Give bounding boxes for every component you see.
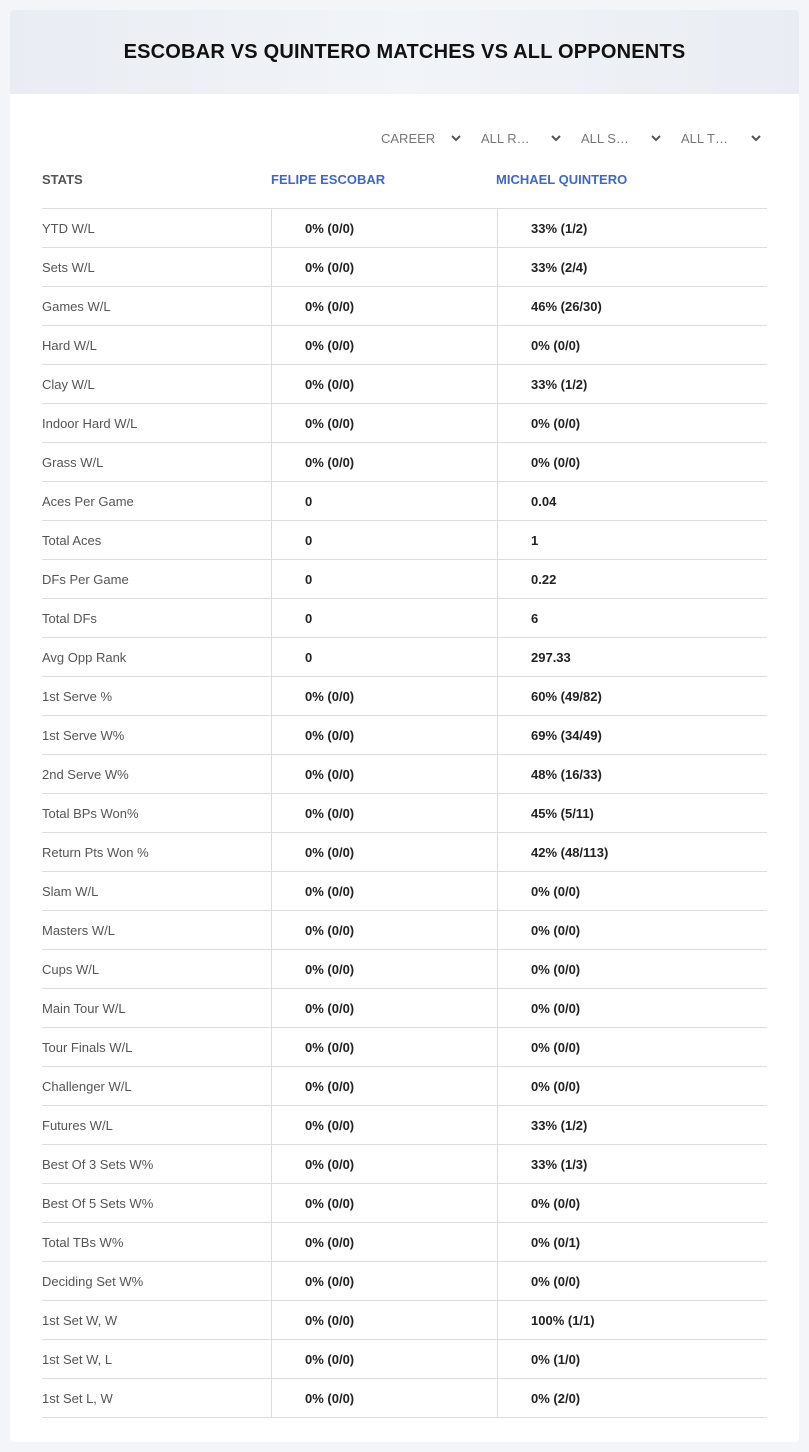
stat-label: Grass W/L (42, 454, 104, 470)
stat-label: Challenger W/L (42, 1078, 132, 1094)
chevron-down-icon (549, 131, 563, 145)
table-row (42, 1145, 767, 1184)
stat-label: Avg Opp Rank (42, 649, 127, 665)
table-row (42, 1379, 767, 1418)
player1-value: 0% (0/0) (271, 794, 497, 832)
player2-value: 42% (48/113) (497, 833, 723, 871)
player2-value: 0% (0/0) (497, 326, 723, 364)
player1-value: 0% (0/0) (271, 833, 497, 871)
player2-value: 0% (0/0) (497, 911, 723, 949)
player1-value: 0% (0/0) (271, 911, 497, 949)
player1-value: 0% (0/0) (271, 872, 497, 910)
stat-label: Best Of 5 Sets W% (42, 1195, 154, 1211)
stat-label: YTD W/L (42, 220, 95, 236)
table-row (42, 872, 767, 911)
player1-value: 0% (0/0) (271, 1028, 497, 1066)
player2-value: 0.22 (497, 560, 723, 598)
player2-value: 1 (497, 521, 723, 559)
player2-value: 6 (497, 599, 723, 637)
table-row (42, 443, 767, 482)
stat-label: Masters W/L (42, 922, 115, 938)
table-row (42, 1262, 767, 1301)
table-row (42, 482, 767, 521)
table-row (42, 833, 767, 872)
player1-value: 0% (0/0) (271, 1184, 497, 1222)
player1-value: 0 (271, 638, 497, 676)
filter-surface-label: ALL S… (581, 130, 629, 146)
filter-bar (367, 128, 767, 148)
stat-label: Tour Finals W/L (42, 1039, 133, 1055)
stat-label: Sets W/L (42, 259, 95, 275)
player2-value: 0% (0/0) (497, 1067, 723, 1105)
player2-value: 0% (0/0) (497, 872, 723, 910)
table-row (42, 1028, 767, 1067)
player2-value: 0% (0/0) (497, 404, 723, 442)
stat-label: 2nd Serve W% (42, 766, 129, 782)
page-title: ESCOBAR VS QUINTERO MATCHES VS ALL OPPONENTS (123, 40, 686, 63)
player2-value: 100% (1/1) (497, 1301, 723, 1339)
table-row (42, 287, 767, 326)
player1-value: 0 (271, 599, 497, 637)
stat-label: 1st Set L, W (42, 1390, 113, 1406)
table-row (42, 365, 767, 404)
stat-label: Aces Per Game (42, 493, 134, 509)
player2-value: 69% (34/49) (497, 716, 723, 754)
filter-period-select[interactable] (367, 128, 467, 148)
table-row (42, 521, 767, 560)
player1-value: 0 (271, 521, 497, 559)
player2-value: 297.33 (497, 638, 723, 676)
player1-value: 0% (0/0) (271, 209, 497, 247)
player1-value: 0% (0/0) (271, 1379, 497, 1417)
player2-value: 0% (0/0) (497, 950, 723, 988)
player2-value: 0% (0/0) (497, 989, 723, 1027)
player2-value: 60% (49/82) (497, 677, 723, 715)
stat-label: Best Of 3 Sets W% (42, 1156, 154, 1172)
player2-value: 0% (1/0) (497, 1340, 723, 1378)
table-row (42, 794, 767, 833)
table-row (42, 677, 767, 716)
player1-value: 0% (0/0) (271, 1145, 497, 1183)
player2-value: 0% (0/0) (497, 443, 723, 481)
table-row (42, 599, 767, 638)
table-header (42, 172, 767, 209)
stat-label: Slam W/L (42, 883, 99, 899)
player2-value: 0% (2/0) (497, 1379, 723, 1417)
player2-value: 0% (0/0) (497, 1028, 723, 1066)
column-header-player2[interactable]: MICHAEL QUINTERO (496, 172, 628, 187)
player2-value: 33% (2/4) (497, 248, 723, 286)
player1-value: 0% (0/0) (271, 755, 497, 793)
stat-label: Indoor Hard W/L (42, 415, 138, 431)
stat-label: DFs Per Game (42, 571, 129, 587)
stat-label: Total Aces (42, 532, 102, 548)
player1-value: 0% (0/0) (271, 287, 497, 325)
player1-value: 0 (271, 482, 497, 520)
column-header-player1[interactable]: FELIPE ESCOBAR (271, 172, 386, 187)
player1-value: 0% (0/0) (271, 677, 497, 715)
table-row (42, 716, 767, 755)
player1-value: 0% (0/0) (271, 1106, 497, 1144)
player2-value: 45% (5/11) (497, 794, 723, 832)
table-row (42, 1340, 767, 1379)
stat-label: Total TBs W% (42, 1234, 124, 1250)
chevron-down-icon (449, 131, 463, 145)
page-header (10, 10, 799, 94)
player1-value: 0% (0/0) (271, 443, 497, 481)
table-row (42, 326, 767, 365)
player1-value: 0% (0/0) (271, 716, 497, 754)
stat-label: 1st Serve % (42, 688, 113, 704)
stat-label: Return Pts Won % (42, 844, 149, 860)
stats-card (10, 10, 799, 1442)
stat-label: Total DFs (42, 610, 97, 626)
table-row (42, 638, 767, 677)
player2-value: 0% (0/0) (497, 1262, 723, 1300)
table-row (42, 950, 767, 989)
table-row (42, 911, 767, 950)
stat-label: Deciding Set W% (42, 1273, 144, 1289)
table-row (42, 1184, 767, 1223)
player1-value: 0% (0/0) (271, 950, 497, 988)
player1-value: 0% (0/0) (271, 1262, 497, 1300)
stat-label: 1st Set W, W (42, 1312, 118, 1328)
stat-label: Hard W/L (42, 337, 97, 353)
stat-label: 1st Serve W% (42, 727, 125, 743)
player1-value: 0% (0/0) (271, 1340, 497, 1378)
player1-value: 0% (0/0) (271, 1223, 497, 1261)
filter-tournament-label: ALL T… (681, 130, 728, 146)
table-row (42, 1106, 767, 1145)
table-body (42, 209, 767, 1418)
player1-value: 0 (271, 560, 497, 598)
player1-value: 0% (0/0) (271, 989, 497, 1027)
filter-surface-select[interactable] (567, 128, 667, 148)
stat-label: Total BPs Won% (42, 805, 139, 821)
player2-value: 0% (0/1) (497, 1223, 723, 1261)
player1-value: 0% (0/0) (271, 1301, 497, 1339)
table-row (42, 209, 767, 248)
player1-value: 0% (0/0) (271, 326, 497, 364)
player2-value: 0.04 (497, 482, 723, 520)
filter-tournament-select[interactable] (667, 128, 767, 148)
table-row (42, 1223, 767, 1262)
stat-label: Cups W/L (42, 961, 100, 977)
table-row (42, 1301, 767, 1340)
table-row (42, 404, 767, 443)
chevron-down-icon (649, 131, 663, 145)
filter-round-label: ALL R… (481, 130, 530, 146)
table-row (42, 989, 767, 1028)
filter-round-select[interactable] (467, 128, 567, 148)
stat-label: Clay W/L (42, 376, 95, 392)
table-row (42, 248, 767, 287)
column-header-stats: STATS (42, 172, 83, 187)
stat-label: Futures W/L (42, 1117, 113, 1133)
player2-value: 48% (16/33) (497, 755, 723, 793)
stat-label: 1st Set W, L (42, 1351, 113, 1367)
chevron-down-icon (749, 131, 763, 145)
player2-value: 33% (1/2) (497, 365, 723, 403)
player1-value: 0% (0/0) (271, 404, 497, 442)
player2-value: 0% (0/0) (497, 1184, 723, 1222)
player1-value: 0% (0/0) (271, 365, 497, 403)
stat-label: Games W/L (42, 298, 111, 314)
stats-table (42, 172, 767, 1418)
table-row (42, 560, 767, 599)
player1-value: 0% (0/0) (271, 1067, 497, 1105)
filter-period-label: CAREER (381, 130, 436, 146)
table-row (42, 755, 767, 794)
player2-value: 33% (1/2) (497, 209, 723, 247)
player2-value: 33% (1/3) (497, 1145, 723, 1183)
player1-value: 0% (0/0) (271, 248, 497, 286)
player2-value: 46% (26/30) (497, 287, 723, 325)
table-row (42, 1067, 767, 1106)
player2-value: 33% (1/2) (497, 1106, 723, 1144)
stat-label: Main Tour W/L (42, 1000, 126, 1016)
